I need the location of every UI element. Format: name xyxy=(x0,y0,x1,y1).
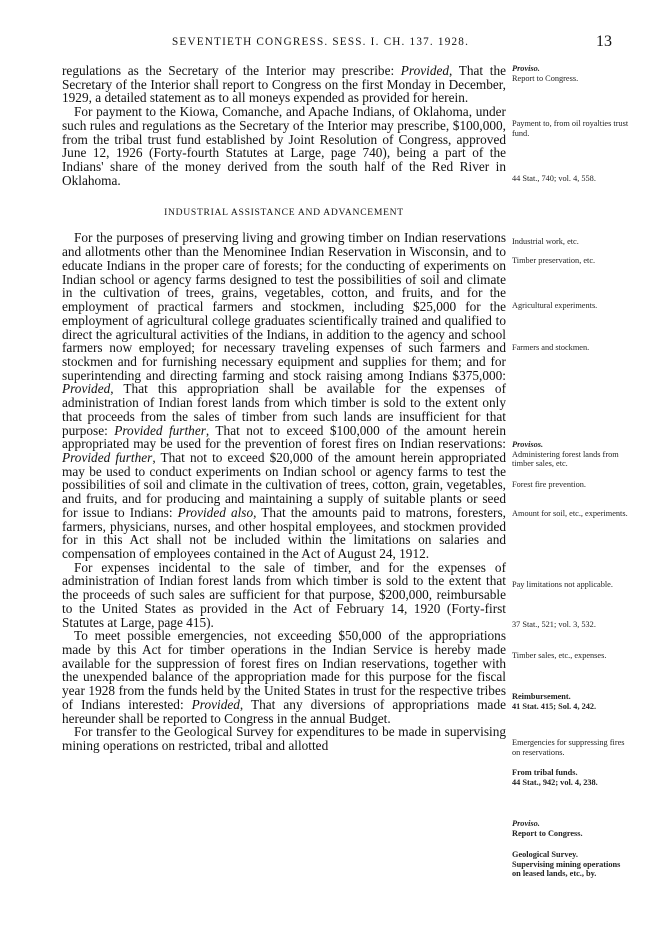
page-number: 13 xyxy=(596,33,612,50)
margin-note: Forest fire prevention. xyxy=(512,480,586,489)
page-header xyxy=(62,33,612,52)
margin-note: Timber sales, etc., expenses. xyxy=(512,651,607,660)
paragraph-continuation: regulations as the Secretary of the Interior may prescribe: Provided, That the Secretary of the Interior shall report to Congress on the first Monday in December, 1929, a detailed statement as to all moneys expended as provided for herein. xyxy=(62,63,507,106)
margin-note: Proviso. Report to Congress. xyxy=(512,819,583,838)
margin-note: Proviso. Report to Congress. xyxy=(512,64,579,83)
margin-note: Reimbursement. 41 Stat. 415; Sol. 4, 242. xyxy=(512,692,597,711)
margin-note: Geological Survey. Supervising mining operations on leased lands, etc., by. xyxy=(512,850,621,879)
margin-note: Payment to, from oil royalties trust fund. xyxy=(512,119,629,138)
margin-note: 44 Stat., 740; vol. 4, 558. xyxy=(512,174,596,183)
margin-note: 37 Stat., 521; vol. 3, 532. xyxy=(512,620,596,629)
paragraph-geological-survey: For transfer to the Geological Survey for expenditures to be made in supervising mining operations on restricted, tribal and allotted xyxy=(62,724,506,754)
paragraph-kiowa-payment: For payment to the Kiowa, Comanche, and Apache Indians, of Oklahoma, under such rules and regulations as the Secretary of the Interior may prescribe, $100,000, from the tribal trust fund established by Joint Resolution of Congress, approved June 12, 1926 (Forty-fourth Statutes at Large, page 740), being a part of the Indians' share of the money derived from the south half of the Red River in Oklahoma. xyxy=(62,104,506,188)
running-head: SEVENTIETH CONGRESS. SESS. I. CH. 137. 1928. xyxy=(172,36,470,48)
margin-note: Provisos. Administering forest lands from timber sales, etc. xyxy=(512,440,619,469)
margin-note: Agricultural experiments. xyxy=(512,301,598,310)
paragraph-timber-sale-expenses: For expenses incidental to the sale of timber, and for the expenses of administration of Indian forest lands from which timber is sold to the extent that the proceeds of such sales are sufficient for that purpose, $200,000, reimbursable to the United States as provided in the Act of February 14, 1920 (Forty-first Statutes at Large, page 415). xyxy=(62,559,506,630)
margin-note: Amount for soil, etc., experiments. xyxy=(512,509,628,518)
margin-note: Emergencies for suppressing fires on reservations. xyxy=(512,738,625,757)
section-heading: INDUSTRIAL ASSISTANCE AND ADVANCEMENT xyxy=(164,207,404,219)
margin-note: From tribal funds. 44 Stat., 942; vol. 4, 238. xyxy=(512,768,598,787)
margin-note: Industrial work, etc. xyxy=(512,237,579,246)
margin-note: Timber preservation, etc. xyxy=(512,256,596,265)
paragraph-industrial-assistance: For the purposes of preserving living and growing timber on Indian reservations and allotments other than the Menominee Indian Reservation in Wisconsin, and to educate Indians in the proper care of forests; for the conducting of experiments on Indian school or agency farms designed to test the possibilities of soil and climate in the cultivation of trees, grains, vegetables, cotton, and fruits, and for the employment of practical farmers and stockmen, including $25,000 for the employment of agricultural college graduates scientifically trained and qualified to direct the agricultural activities of the Indians, in addition to the agency and school farmers now employed; for necessary traveling expenses of such farmers and stockmen and for furnishing necessary equipment and supplies for them; and for superintending and directing farming and stock raising among Indians $375,000: Provided, That this appropriation shall be available for the expenses of administration of Indian forest lands from which timber is sold to the extent only that proceeds from the sales of timber from such lands are insufficient for that purpose: Provided further, That not to exceed $100,000 of the amount herein appropriated may be used for the prevention of forest fires on Indian reservations: Provided further, That not to exceed $20,000 of the amount herein appropriated may be used to conduct experiments on Indian school or agency farms to test the possibilities of soil and climate in the cultivation of trees, cotton, grain, vegetables, and fruits, and for producing and maintaining a supply of suitable plants or seed for issue to Indians: Provided also, That the amounts paid to matrons, foresters, farmers, physicians, nurses, and other hospital employees, and stockmen provided for in this Act shall not be included within the limitations on salaries and compensation of employees contained in the Act of August 24, 1912. xyxy=(62,230,506,561)
margin-note: Pay limitations not applicable. xyxy=(512,580,613,589)
margin-note: Farmers and stockmen. xyxy=(512,343,590,352)
body-text xyxy=(62,64,506,753)
paragraph-emergency-fires: To meet possible emergencies, not exceeding $50,000 of the appropriations made by this Act for timber operations in the Indian Service is hereby made available for the suppression of forest fires on Indian reservations, together with the unexpended balance of the appropriation made for this purpose for the fiscal year 1928 from the funds held by the United States in trust for the respective tribes of Indians interested: Provided, That any diversions of appropriations made hereunder shall be reported to Congress in the annual Budget. xyxy=(62,628,506,726)
